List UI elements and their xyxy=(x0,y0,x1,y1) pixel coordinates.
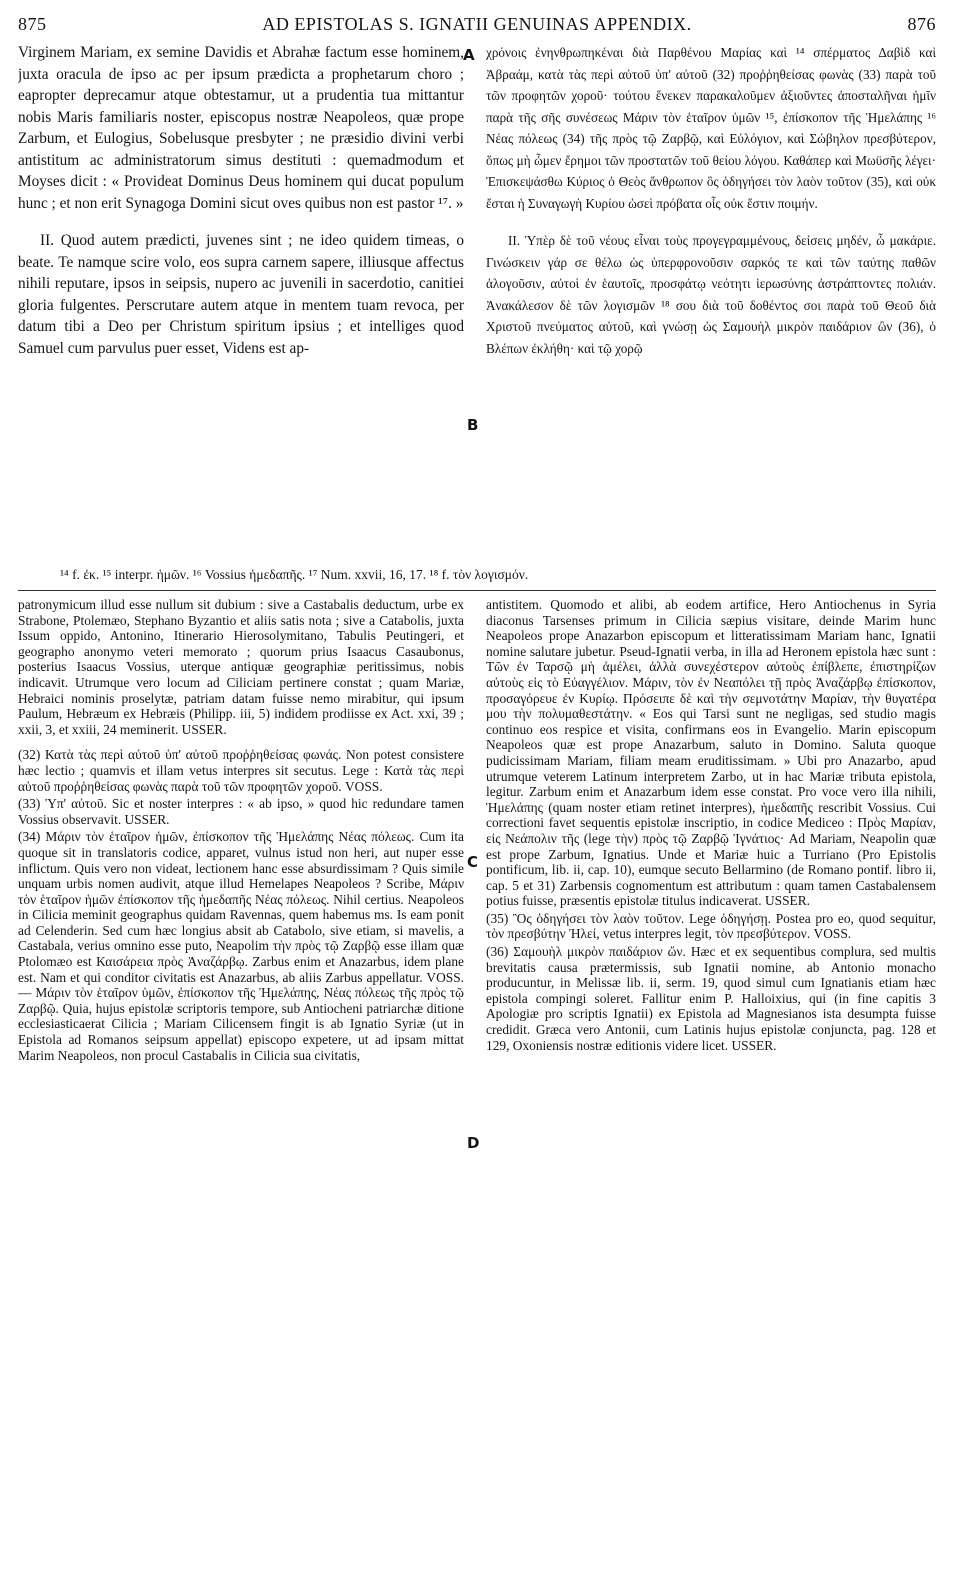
note-34: (34) Μάριν τὸν ἑταῖρον ἡμῶν, ἐπίσκοπον τῆς Ἡμελάπης Νέας πόλεως. Cum ita quoque sit in translatoris codice, apparet, vulnus istud non heri, aut nuper esse inflictum. Quis vero non videat, lectionem hanc esse absurdissimam ? Quis simile unquam urbis nomen audivit, atque illud Hemelapes Neapoleos ? Scribe, Μάριν τὸν ἑταῖρον ἡμῶν ἐπίσκοπον τῆς ἡμεδαπῆς Νέας πόλεως. Nihil certius. Neapoleos in Cilicia meminit geographus quidam Ravennas, quem habemus ms. Is eam ponit ad Celenderin. Sed cum hæc longius absit ab Catabolo, sive etiam, si mavelis, a Castabala, verius omnino esse puto, Neapolim τὴν πρὸς τῷ Ζαρβῷ esse illam quæ Ptolomæo est Καισάρεια πρὸς Ἀναζάρβῳ. Zarbus enim et Anazarbus, idem plane est. Nam et qui conditor civitatis est Anazarbus, ab aliis Zarbus appellatur. VOSS. — Μάριν τὸν ἑταῖρον ὑμῶν, ἐπίσκοπον τῆς Ἡμελάπης, Νέας πόλεως τῆς πρὸς τῷ Ζαρβῷ. Quia, hujus epistolæ scriptoris tempore, sub Antiocheni patriarchæ ditione ecclesiasticaerat Cilicia ; Mariam Cilicensem fingit is ab Ignatio Syriæ (ut in Epistola ad Romanos seipsum appellat) episcopo expetere, ut ad ipsam mittat Marim Neapoleos, non procul Castabalis in Cilicia sua civitatis, xyxy=(18,829,464,1063)
margin-letter-b: B xyxy=(467,416,479,434)
greek-column xyxy=(486,42,936,562)
note-35: (35) Ὃς ὁδηγήσει τὸν λαὸν τοῦτον. Lege ὁδηγήσῃ. Postea pro eo, quod sequitur, τὸν πρεσβύτην Ἠλεί, vetus interpres legit, τὸν πρεσβύτερον. VOSS. xyxy=(486,910,936,942)
margin-letter-c: C xyxy=(467,853,479,871)
margin-letter-a: A xyxy=(463,46,475,64)
notes-left-column xyxy=(18,597,464,1572)
greek-paragraph: II. Ὑπὲρ δὲ τοῦ νέους εἶναι τοὺς προγεγραμμένους, δείσεις μηδέν, ὦ μακάριε. Γινώσκειν γάρ σε θέλω ὡς ὑπερφρονοῦσιν σαρκός τε καὶ τῶν ταύτης παθῶν ἀλογοῦσιν, αὐτοὶ ἐν ἑαυτοῖς, προσφάτῳ νεότητι ἱερωσύνης ἀστράπτοντες πολιάν. Ἀνακάλεσον δὲ τῶν λογισμῶν ¹⁸ σου διὰ τοῦ δοθέντος σοι παρὰ τοῦ Θεοῦ διὰ Χριστοῦ πνεύματος αὐτοῦ, καὶ γνώσῃ ὡς Σαμουὴλ μικρὸν παιδάριον ὢν (36), ὁ Βλέπων ἐκλήθη· καὶ τῷ χορῷ xyxy=(486,233,936,356)
latin-paragraph: Virginem Mariam, ex semine Davidis et Abrahæ factum esse hominem, juxta oracula de ipso ac per ipsum prædicta a prophetarum choro ; eapropter deprecamur atque obtestamur, ut a prudentia tua mittantur nobis Maris familiaris noster, episcopus nostræ Neapoleos, quæ prope Zarbum, et Eulogius, Sobelusque presbyter ; ne præsidio divini verbi antistitum ac administratorum simus destituti : quemadmodum et Moyses dicit : « Provideat Dominus Deus hominem qui ducat populum hunc ; et non erit Synagoga Domini sicut oves quibus non est pastor ¹⁷. » xyxy=(18,44,464,212)
note-paragraph: antistitem. Quomodo et alibi, ab eodem artifice, Hero Antiochenus in Syria diaconus Tarsenses primum in Cilicia sæpius visitare, deinde Marim hunc Neapoleos prope Anazarbon episcopum et litteratissimam Mariam hanc, Ignatii nomine salutare jubetur. Pseud-Ignatii verba, in illa ad Heronem epistola hæc sunt : Τῶν ἐν Ταρσῷ μὴ ἀμέλει, ἀλλὰ συνεχέστερον αὐτοὺς ἐπίβλεπε, ἐπιστηρίζων αὐτοὺς εἰς τὸ Εὐαγγέλιον. Μάριν, τὸν ἐν Νεαπόλει τῇ πρὸς Ἀναζάρβῳ ἐπίσκοπον, προσαγόρευε ἐν Κυρίῳ. Πρόσειπε δὲ καὶ τὴν σεμνοτάτην Μαρίαν, τὴν θυγατέρα μου τὴν πολυμαθεστάτην. « Eos qui Tarsi sunt ne negligas, sed studio magis continuo eos respice et visita, confirmans eos in Evangelio. Marin episcopum Neapoleos quæ est prope Anazarbum, saluto in Domino. Saluta quoque pudicissimam Mariam, filiam meam eruditissimam. » Ubi pro Anazarbo, apud utrumque veterem Latinum interpretem Zarbo, ut in hac Mariæ tributa epistola, legitur. Zarbum enim et Anazarbum idem esse constat. Pro voce vero illa nihili, Ἡμελάπης (quam noster etiam retinet interpres), ἡμεδαπῆς rescribit Vossius. Cui correctioni favet sequentis epistolæ inscriptio, in codice Mediceo : Πρὸς Μαρίαν, εἰς Νεάπολιν τῆς (lege τὴν) πρὸς τῷ Ζαρβῷ Ἰγνάτιος· Ad Mariam, Neapolin quæ est prope Zarbum, Ignatius. Unde et Mariæ huic a Turriano (Pro Epistolis pontificum, lib. ii, cap. 10), eumque secuto Bellarmino (de Romano pontif. libro ii, cap. 5 et 31) Zarbensis cognomentum est attributum : quam tamen Castabalensem potius fuisse, præsentis epistolæ titulus indicaverat. USSER. xyxy=(486,597,936,909)
margin-letter-d: D xyxy=(467,1134,480,1152)
latin-paragraph: II. Quod autem prædicti, juvenes sint ; ne ideo quidem timeas, o beate. Te namque scire volo, eos supra carnem sapere, illiusque affectus nihili reputare, ipsos in seipsis, nupero ac juvenili in sacerdotio, canitiei gloria fulgentes. Perscrutare autem atque in mentem tuam revoca, per datum tibi a Deo per Christum spiritum ipsius ; et intelliges quod Samuel cum parvulus puer esset, Videns est ap- xyxy=(18,232,464,357)
page-header xyxy=(18,14,936,40)
footnotes-line: ¹⁴ f. ἐκ. ¹⁵ interpr. ἡμῶν. ¹⁶ Vossius ἡμεδαπῆς. ¹⁷ Num. xxvii, 16, 17. ¹⁸ f. τὸν λογισμόν. xyxy=(60,567,529,582)
page-number-left: 875 xyxy=(18,14,47,34)
notes-right-column xyxy=(486,597,936,1572)
latin-column xyxy=(18,42,464,562)
section-divider xyxy=(18,590,936,591)
note-36: (36) Σαμουὴλ μικρὸν παιδάριον ὤν. Hæc et ex sequentibus complura, sed multis brevitatis causa prætermissis, sub Ignatii nomine, ab Antonio monacho producuntur, in Melissæ lib. ii, serm. 19, quod simul cum Ignatianis etiam hæc epistola compingi soleret. Fallitur enim P. Halloixius, qui (in fine capitis 3 Apologiæ pro scriptis Ignatii) ex Epistola ad Magnesianos ista desumpta fuisse credidit. Græca vero Antonii, cum Latinis hujus epistolæ conjuncta, pag. 128 et 129, Oxoniensis nostræ editionis videre licet. USSER. xyxy=(486,944,936,1053)
page-number-right: 876 xyxy=(907,14,936,34)
greek-paragraph: χρόνοις ἐνηνθρωπηκέναι διὰ Παρθένου Μαρίας καὶ ¹⁴ σπέρματος Δαβὶδ καὶ Ἀβραάμ, κατὰ τὰς περὶ αὐτοῦ ὑπ' αὐτοῦ (32) προῤῥηθείσας φωνὰς (33) παρὰ τοῦ τῶν προφητῶν χοροῦ· τούτου ἕνεκεν παρακαλοῦμεν ἀξιοῦντες ἀποσταλῆναι ἡμῖν παρὰ τῆς σῆς συνέσεως Μάριν τὸν ἑταῖρον ὑμῶν ¹⁵, ἐπίσκοπον τῆς Ἡμελάπης ¹⁶ Νέας πόλεως (34) τῆς πρὸς τῷ Ζαρβῷ, καὶ Εὐλόγιον, καὶ Σώβηλον πρεσβύτερον, ὅπως μὴ ὦμεν ἔρημοι τῶν προστατῶν τοῦ θείου λόγου. Καθάπερ καὶ Μωϋσῆς λέγει· Ἐπισκεψάσθω Κύριος ὁ Θεὸς ἄνθρωπον ὃς ὁδηγήσει τὸν λαὸν τοῦτον (35), καὶ οὐκ ἔσται ἡ Συναγωγὴ Κυρίου ὡσεὶ πρόβατα οἷς οὐκ ἔστιν ποιμήν. xyxy=(486,45,936,211)
note-32: (32) Κατὰ τὰς περὶ αὐτοῦ ὑπ' αὐτοῦ προῤῥηθείσας φωνάς. Non potest consistere hæc lectio ; quamvis et illam vetus interpres sit secutus. Lege : Κατὰ τὰς περὶ αὐτοῦ προῤῥηθείσας φωνὰς παρὰ τοῦ τῶν προφητῶν χοροῦ. VOSS. xyxy=(18,747,464,794)
note-33: (33) Ὑπ' αὐτοῦ. Sic et noster interpres : « ab ipso, » quod hic redundare tamen Vossius observavit. USSER. xyxy=(18,796,464,827)
note-paragraph: patronymicum illud esse nullum sit dubium : sive a Castabalis deductum, urbe ex Strabone, Ptolemæo, Stephano Byzantio et aliis satis nota ; sive a Catabolis, juxta Issum oppido, Antonino, Itinerario Hierosolymitano, Tabulis Peutingeri, et geographo anonymo veteri memorato ; quorum prius Isaacus Casaubonus, posterius Isaacus Vossius, uterque antiquæ geographiæ peritissimus, nobis indicavit. Utrumque vero locum ad Ciliciam pertinere constat ; quam Mariæ, Hebraici nominis proselytæ, patriam datam fuisse nemo mirabitur, qui ipsum Paulum, Hebræum ex Hebræis (Philipp. iii, 5) indidem prodiisse ex Act. xxi, 39 ; xxii, 3, et xxiii, 24 meminerit. USSER. xyxy=(18,597,464,737)
running-title: AD EPISTOLAS S. IGNATII GENUINAS APPENDIX. xyxy=(262,14,692,34)
